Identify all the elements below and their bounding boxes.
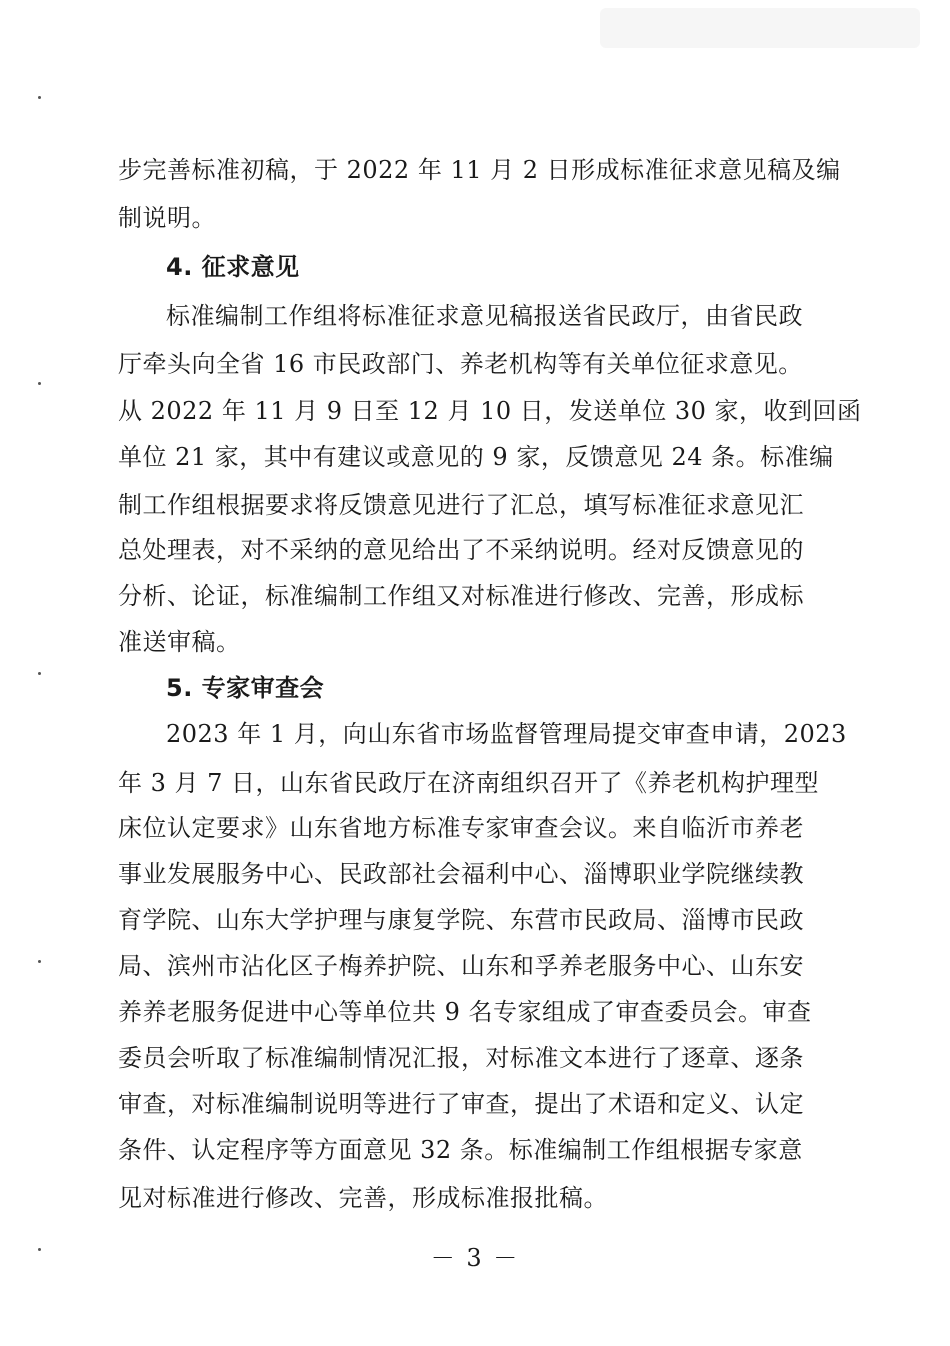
paragraph-line: 制说明。 (118, 204, 216, 232)
paragraph-line: 厅牵头向全省 16 市民政部门、养老机构等有关单位征求意见。 (118, 350, 803, 378)
paragraph-line: 委员会听取了标准编制情况汇报，对标准文本进行了逐章、逐条 (118, 1044, 804, 1072)
section-heading-4: 4. 征求意见 (166, 253, 300, 281)
margin-dot (38, 382, 41, 385)
paragraph-line: 准送审稿。 (118, 628, 241, 656)
scan-smudge (600, 8, 920, 48)
page-number: － 3 － (430, 1244, 520, 1272)
paragraph-line: 事业发展服务中心、民政部社会福利中心、淄博职业学院继续教 (118, 860, 804, 888)
paragraph-line: 条件、认定程序等方面意见 32 条。标准编制工作组根据专家意 (118, 1136, 803, 1164)
margin-dot (38, 960, 41, 963)
paragraph-line: 分析、论证，标准编制工作组又对标准进行修改、完善，形成标 (118, 582, 804, 610)
paragraph-line: 审查，对标准编制说明等进行了审查，提出了术语和定义、认定 (118, 1090, 804, 1118)
paragraph-line: 步完善标准初稿，于 2022 年 11 月 2 日形成标准征求意见稿及编 (118, 156, 841, 184)
paragraph-line: 2023 年 1 月，向山东省市场监督管理局提交审查申请，2023 (166, 720, 847, 748)
paragraph-line: 床位认定要求》山东省地方标准专家审查会议。来自临沂市养老 (118, 814, 804, 842)
paragraph-line: 从 2022 年 11 月 9 日至 12 月 10 日，发送单位 30 家，收到回函 (118, 397, 862, 425)
section-heading-5: 5. 专家审查会 (166, 674, 325, 702)
paragraph-line: 标准编制工作组将标准征求意见稿报送省民政厅，由省民政 (166, 302, 803, 330)
paragraph-line: 养养老服务促进中心等单位共 9 名专家组成了审查委员会。审查 (118, 998, 812, 1026)
paragraph-line: 总处理表，对不采纳的意见给出了不采纳说明。经对反馈意见的 (118, 536, 804, 564)
paragraph-line: 育学院、山东大学护理与康复学院、东营市民政局、淄博市民政 (118, 906, 804, 934)
paragraph-line: 局、滨州市沾化区子梅养护院、山东和孚养老服务中心、山东安 (118, 952, 804, 980)
paragraph-line: 见对标准进行修改、完善，形成标准报批稿。 (118, 1184, 608, 1212)
margin-dot (38, 96, 41, 99)
margin-dot (38, 672, 41, 675)
paragraph-line: 单位 21 家，其中有建议或意见的 9 家，反馈意见 24 条。标准编 (118, 443, 834, 471)
paragraph-line: 制工作组根据要求将反馈意见进行了汇总，填写标准征求意见汇 (118, 491, 804, 519)
paragraph-line: 年 3 月 7 日，山东省民政厅在济南组织召开了《养老机构护理型 (118, 769, 820, 797)
